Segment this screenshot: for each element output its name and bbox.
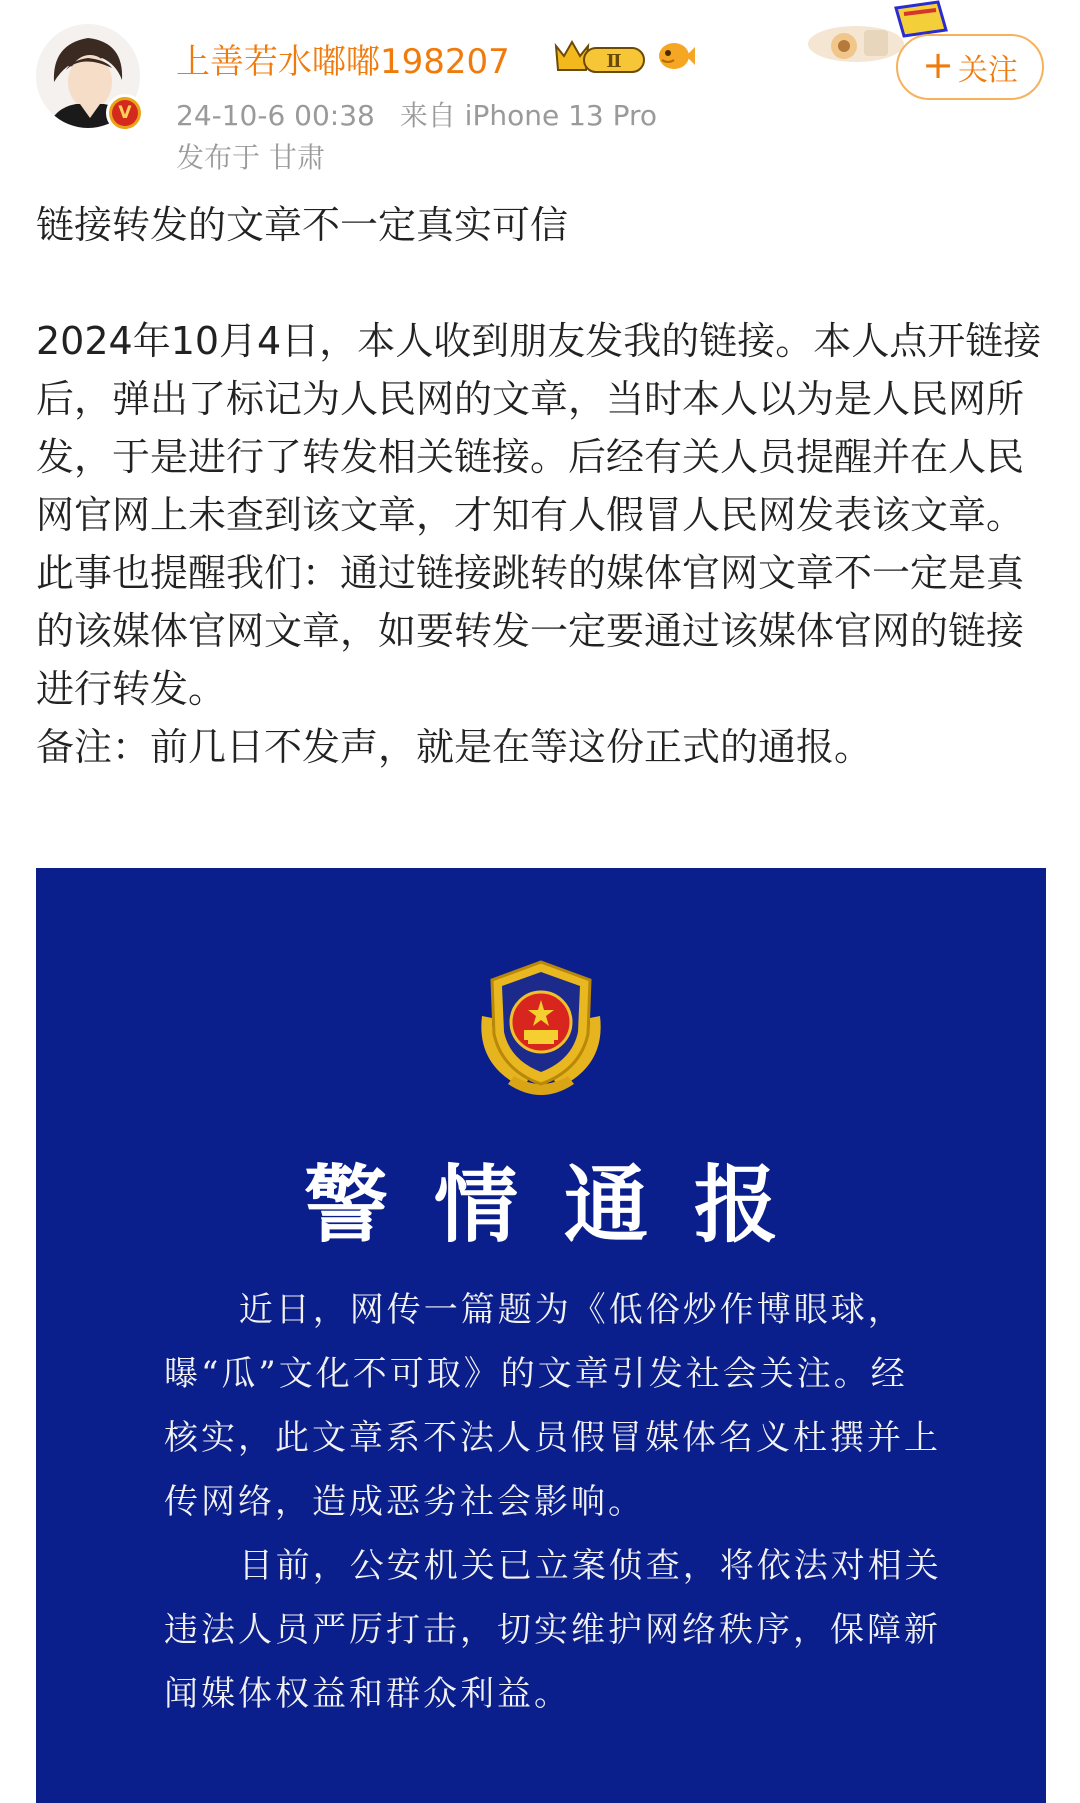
crown-badge-icon	[552, 36, 648, 76]
notice-body	[164, 1278, 944, 1726]
verified-badge	[106, 94, 144, 132]
level-badge-text: Ⅱ	[606, 51, 622, 72]
police-notice-image[interactable]	[36, 868, 1046, 1803]
post-paragraph-3: 备注：前几日不发声，就是在等这份正式的通报。	[36, 725, 873, 769]
post-source: 来自 iPhone 13 Pro	[399, 99, 658, 132]
notice-paragraph-2: 目前，公安机关已立案侦查，将依法对相关违法人员严厉打击，切实维护网络秩序，保障新闻媒体权益和群众利益。	[164, 1546, 942, 1714]
notice-paragraph-1: 近日，网传一篇题为《低俗炒作博眼球，曝“瓜”文化不可取》的文章引发社会关注。经核实，此文章系不法人员假冒媒体名义杜撰并上传网络，造成恶劣社会影响。	[164, 1290, 941, 1522]
follow-button[interactable]	[896, 34, 1044, 100]
notice-title: 警情通报	[303, 1155, 824, 1254]
fish-badge-icon	[656, 38, 696, 74]
post-timestamp: 24-10-6 00:38	[176, 99, 375, 132]
verified-v-icon: V	[112, 100, 138, 126]
post-content	[36, 196, 1046, 776]
post-title-line: 链接转发的文章不一定真实可信	[36, 203, 569, 247]
post-paragraph-2: 此事也提醒我们：通过链接跳转的媒体官网文章不一定是真的该媒体官网文章，如要转发一定要通过该媒体官网的链接进行转发。	[36, 551, 1025, 711]
follow-button-label: 关注	[957, 53, 1018, 88]
username[interactable]: 上善若水嘟嘟198207	[176, 42, 510, 82]
post-meta	[176, 94, 673, 134]
police-emblem-icon	[468, 956, 614, 1106]
post-paragraph-1: 2024年10月4日，本人收到朋友发我的链接。本人点开链接后，弹出了标记为人民网的文章，当时本人以为是人民网所发，于是进行了转发相关链接。后经有关人员提醒并在人民网官网上未查到该文章，才知有人假冒人民网发表该文章。	[36, 319, 1042, 537]
plus-icon: +	[922, 43, 954, 87]
post-location: 发布于 甘肃	[176, 141, 325, 174]
